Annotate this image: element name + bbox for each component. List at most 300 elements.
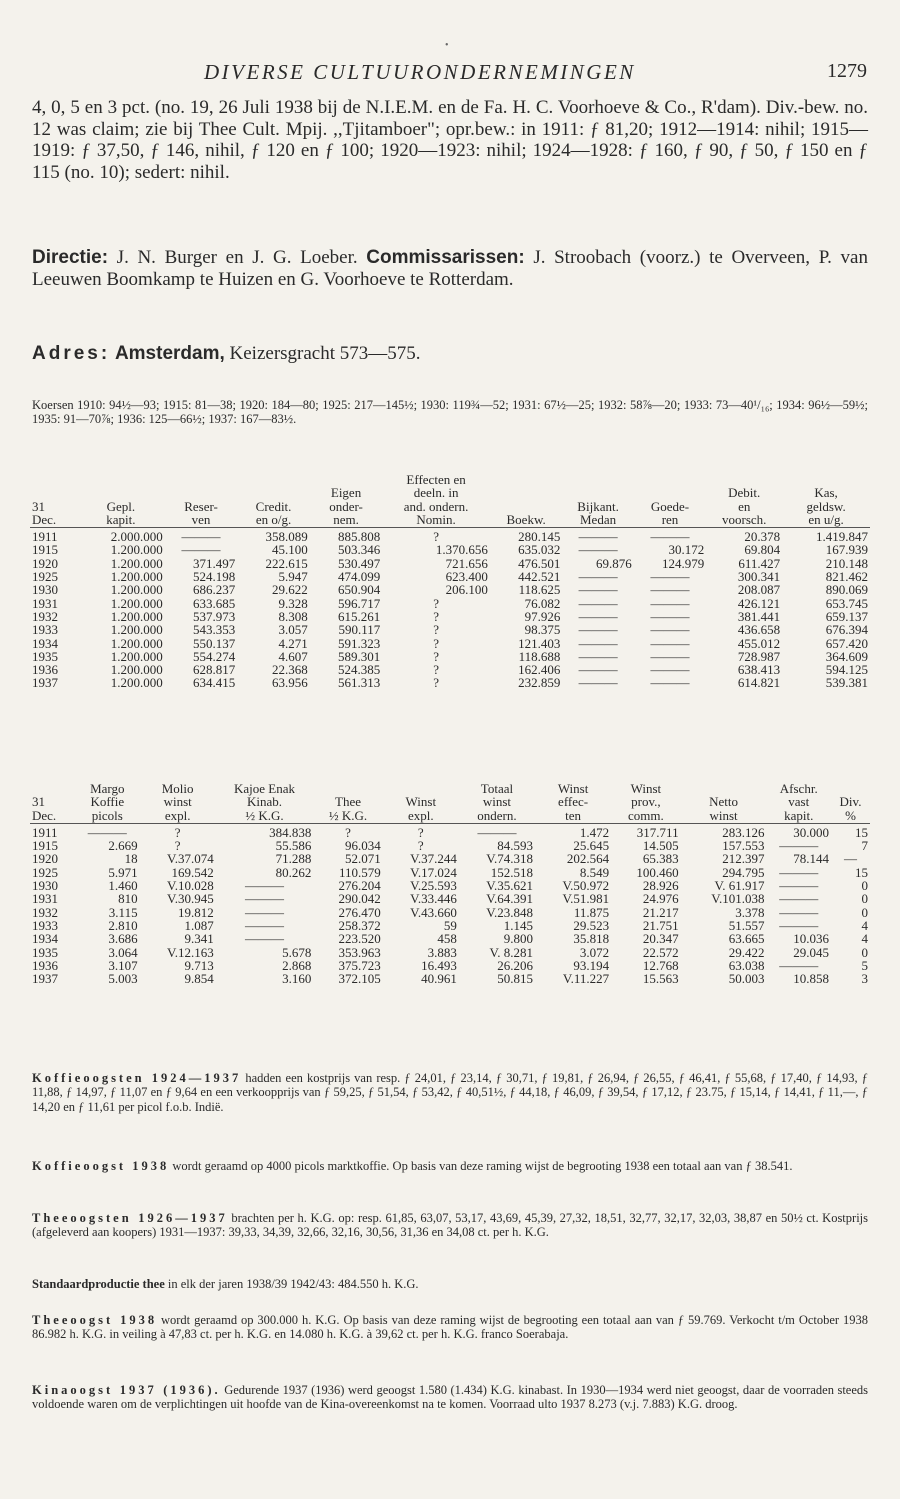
adres-street: Keizersgracht 573—575. <box>224 343 421 364</box>
profit-table-cell: 4 <box>861 917 868 933</box>
profit-table-cell: 283.126 <box>722 824 765 840</box>
directie-text: J. N. Burger en J. G. Loeber. <box>108 247 367 268</box>
profit-table-cell: ? <box>174 824 181 840</box>
koffieoogsten-text: hadden een kostprijs van resp. ƒ 24,01, ƒ 23,14, ƒ 30,71, ƒ 19,81, ƒ 26,94, ƒ 26,55, ƒ 46,41, ƒ 55,68, ƒ 17,40, ƒ 14,93, ƒ 11,88, ƒ 14,97, ƒ 11,07 en ƒ 9,64 en een verkoopprijs van ƒ 59,25, ƒ 51,54, ƒ 53,42, ƒ 40,51½, ƒ 44,18, ƒ 46,09, ƒ 39,54, ƒ 17,12, ƒ 23.75, ƒ 15,14, ƒ 14,41, ƒ 11,—, ƒ 14,20 en ƒ 11,61 per picol f.o.b. Indië. <box>32 1071 868 1114</box>
profit-table-cell: 9.341 <box>184 931 214 947</box>
balance-table-cell: 1.200.000 <box>110 569 163 585</box>
profit-table-cell: 223.520 <box>338 931 381 947</box>
balance-table-cell: 594.125 <box>825 662 868 678</box>
balance-table-cell: 885.808 <box>338 529 381 545</box>
balance-table-cell: 474.099 <box>338 569 381 585</box>
profit-table-cell: 3.115 <box>108 904 138 920</box>
profit-table-cell: 9.800 <box>503 931 534 947</box>
balance-table-row <box>30 637 870 650</box>
standaardproductie-paragraph <box>32 1277 868 1291</box>
balance-table-cell: 635.032 <box>518 542 561 558</box>
theeoogsten-text: brachten per h. K.G. op: resp. 61,85, 63,07, 53,17, 43,69, 45,39, 27,32, 18,51, 32,77, 32,17, 32,03, 38,87 en 50½ ct. Kostprijs (afgeleverd aan koopers) 1931—1937: 39,33, 34,39, 32,66, 32,16, 30,56, 31,36 en 34,08 ct. per h. K.G. <box>32 1211 869 1240</box>
profit-table-cell: V.101.038 <box>711 891 765 907</box>
balance-table-cell: 97.926 <box>524 608 561 624</box>
balance-table-cell: 5.947 <box>278 569 308 585</box>
profit-table-cell: 384.838 <box>269 824 312 840</box>
balance-table-row <box>30 610 870 623</box>
profit-table-cell: V.10.028 <box>167 878 214 894</box>
profit-table-row <box>30 919 870 932</box>
balance-table-cell: 633.685 <box>193 595 236 611</box>
profit-table-cell: 0 <box>861 891 868 907</box>
balance-table-cell: 1.200.000 <box>110 648 163 664</box>
balance-table-cell: 4.607 <box>278 648 308 664</box>
balance-table-cell: ——— <box>181 529 221 545</box>
balance-table-cell: ——— <box>650 648 690 664</box>
profit-table-cell: 5.971 <box>108 864 138 880</box>
profit-table-row <box>30 932 870 945</box>
profit-table-header-row <box>30 795 870 808</box>
profit-table-cell: V.33.446 <box>410 891 457 907</box>
balance-table-header-cell <box>30 473 77 486</box>
balance-table-cell: ——— <box>650 622 690 638</box>
balance-table-header-cell: Kas, <box>814 485 838 501</box>
profit-table-cell: 3.378 <box>735 904 765 920</box>
balance-table-cell: 371.497 <box>193 555 236 571</box>
profit-table-cell: ——— <box>779 864 819 880</box>
balance-table-cell: ——— <box>650 635 690 651</box>
balance-table-header-cell <box>490 500 563 513</box>
profit-table-header-cell: Molio <box>161 781 194 796</box>
standaardproductie-text: in elk der jaren 1938/39 1942/43: 484.550 h. K.G. <box>164 1277 419 1291</box>
kinaoogst-paragraph <box>32 1383 868 1412</box>
profit-table-cell: V.11.227 <box>562 971 610 987</box>
balance-table-header-cell: nem. <box>310 513 383 528</box>
profit-table-cell: 3.064 <box>108 944 138 960</box>
profit-table-cell: 3.883 <box>427 944 457 960</box>
balance-table-cell: ? <box>433 608 439 624</box>
profit-table-header-cell <box>30 782 75 795</box>
balance-table-cell: 676.394 <box>825 622 868 638</box>
profit-table-cell: 2.868 <box>282 957 312 973</box>
profit-table-cell: ——— <box>245 904 285 920</box>
profit-table-cell: 52.071 <box>344 851 381 867</box>
balance-table-cell: 596.717 <box>338 595 381 611</box>
balance-table-cell: 623.400 <box>445 569 488 585</box>
profit-table-cell: 353.963 <box>338 944 381 960</box>
profit-table-cell: 2.669 <box>108 838 138 854</box>
profit-table-row <box>30 959 870 972</box>
balance-table-header-cell: deeln. in <box>413 485 459 501</box>
balance-table-cell: 1.200.000 <box>110 555 163 571</box>
profit-table-cell: 10.036 <box>793 931 830 947</box>
profit-table-header-cell: effec- <box>558 794 589 810</box>
profit-table-cell: 40.961 <box>421 971 457 987</box>
balance-table-cell: 590.117 <box>338 622 381 638</box>
profit-table-cell: 1933 <box>32 917 58 933</box>
profit-table-cell: 294.795 <box>722 864 765 880</box>
profit-table <box>30 782 870 985</box>
profit-table-cell: 24.976 <box>642 891 679 907</box>
koersen-paragraph: Koersen 1910: 94½—93; 1915: 81—38; 1920: 184—80; 1925: 217—145½; 1930: 119¾—52; 1931: 67½—25; 1932: 58⅞—20; 1933: 73—40¹/₁₆; 1934: 96½—59½; 1935: 91—70⅞; 1936: 125—66½; 1937: 167—83½. <box>32 398 868 427</box>
balance-table-cell: 539.381 <box>825 675 868 691</box>
profit-table-cell: 2.810 <box>108 917 138 933</box>
balance-table-cell: 524.385 <box>338 662 381 678</box>
profit-table-cell: 10.858 <box>793 971 830 987</box>
balance-table-cell: 76.082 <box>524 595 561 611</box>
profit-table-header-cell: winst <box>163 794 192 810</box>
theeoogsten-paragraph <box>32 1211 868 1240</box>
profit-table-cell: V. 61.917 <box>714 878 765 894</box>
page-mark: • <box>445 40 449 51</box>
profit-table-cell: 3.107 <box>108 957 138 973</box>
profit-table-row <box>30 823 870 839</box>
profit-table-header-cell <box>313 782 382 795</box>
profit-table-cell: 1915 <box>32 838 58 854</box>
balance-table-row <box>30 528 870 544</box>
balance-table-cell: 121.403 <box>518 635 561 651</box>
page-number: 1279 <box>827 60 867 82</box>
balance-table-cell: 1.200.000 <box>110 662 163 678</box>
profit-table-cell: 1934 <box>32 931 58 947</box>
balance-table-header-row <box>30 500 870 513</box>
balance-table-cell: 1.370.656 <box>435 542 488 558</box>
profit-table-header-cell: vast <box>788 794 810 810</box>
profit-table-cell: 29.045 <box>793 944 830 960</box>
balance-table-cell: ——— <box>650 569 690 585</box>
profit-table-cell: 65.383 <box>642 851 679 867</box>
adres-label: Adres: <box>32 343 111 364</box>
balance-table-cell: 721.656 <box>445 555 488 571</box>
balance-table-cell: 1.200.000 <box>110 542 163 558</box>
balance-table-cell: 98.375 <box>524 622 561 638</box>
balance-table-cell: ? <box>433 635 439 651</box>
balance-table-header-cell: Bijkant. <box>577 498 619 514</box>
profit-table-cell: 63.038 <box>728 957 765 973</box>
balance-table-cell: 890.069 <box>825 582 868 598</box>
balance-table-cell: ——— <box>650 662 690 678</box>
profit-table-cell: 212.397 <box>722 851 765 867</box>
balance-table-cell: ——— <box>578 662 618 678</box>
running-title: DIVERSE CULTUURONDERNEMINGEN <box>204 60 636 84</box>
profit-table-cell: 100.460 <box>636 864 679 880</box>
balance-table-cell: 29.622 <box>272 582 308 598</box>
profit-table-cell: 258.372 <box>338 917 381 933</box>
balance-table-cell: 1932 <box>32 608 58 624</box>
balance-table-header-cell: geldsw. <box>806 498 846 514</box>
profit-table-header-cell: Margo <box>90 781 125 796</box>
profit-table-cell: 59 <box>443 917 457 933</box>
balance-table-row <box>30 663 870 676</box>
balance-table-header-cell: Goede- <box>650 498 690 514</box>
profit-table-cell: 84.593 <box>497 838 534 854</box>
profit-table-cell: ? <box>417 824 424 840</box>
balance-table-cell: 628.817 <box>193 662 236 678</box>
balance-table-header-cell <box>30 486 77 499</box>
balance-table-cell: 1.200.000 <box>110 608 163 624</box>
profit-table-row <box>30 852 870 865</box>
koffieoogst-label: Koffieoogst 1938 <box>32 1159 170 1173</box>
profit-table-cell: 1920 <box>32 851 58 867</box>
balance-table-header-row <box>30 486 870 499</box>
profit-table-header-cell: kapit. <box>766 809 831 824</box>
balance-table-cell: ? <box>433 675 439 691</box>
profit-table-header-cell: expl. <box>383 809 459 824</box>
balance-table-header-cell <box>490 486 563 499</box>
profit-table-cell: 35.818 <box>573 931 610 947</box>
balance-table-cell: 4.271 <box>278 635 308 651</box>
balance-table-cell: 210.148 <box>825 555 868 571</box>
balance-table-cell: 634.415 <box>193 675 236 691</box>
profit-table-header-cell: Koffie <box>90 794 125 810</box>
profit-table-header-cell: winst <box>681 809 767 824</box>
profit-table-cell: 9.854 <box>184 971 214 987</box>
profit-table-cell: ——— <box>779 957 819 973</box>
balance-table-cell: 8.308 <box>278 608 308 624</box>
balance-table-cell: ? <box>433 622 439 638</box>
commissarissen-label: Commissarissen: <box>366 247 525 268</box>
profit-table-cell: 21.751 <box>642 917 679 933</box>
adres-paragraph <box>32 343 868 365</box>
balance-table-cell: 162.406 <box>518 662 561 678</box>
balance-table-cell: ——— <box>578 569 618 585</box>
profit-table-cell: 7 <box>861 838 868 854</box>
profit-table-cell: V.64.391 <box>486 891 534 907</box>
profit-table-cell: 276.204 <box>338 878 381 894</box>
koffieoogsten-label: Koffieoogsten 1924—1937 <box>32 1071 242 1085</box>
balance-table-cell: 22.368 <box>272 662 308 678</box>
profit-table-cell: 1911 <box>32 824 58 840</box>
profit-table-header-cell: Afschr. <box>779 781 818 796</box>
profit-table-cell: ——— <box>779 904 819 920</box>
adres-city: Amsterdam, <box>114 343 225 364</box>
profit-table-header-cell: Winst <box>630 781 662 796</box>
balance-table-cell: 3.057 <box>278 622 308 638</box>
balance-table-cell: 1934 <box>32 635 58 651</box>
directie-label: Directie: <box>32 247 109 268</box>
profit-table-row <box>30 866 870 879</box>
balance-table-cell: ——— <box>578 608 618 624</box>
balance-table-cell: ——— <box>650 595 690 611</box>
balance-table-cell: 1.200.000 <box>110 675 163 691</box>
profit-table-cell: V.17.024 <box>410 864 457 880</box>
profit-table-cell: 375.723 <box>338 957 381 973</box>
profit-table-cell: V.37.074 <box>167 851 214 867</box>
directie-paragraph <box>32 247 868 290</box>
profit-table-cell: 96.034 <box>344 838 381 854</box>
profit-table-cell: 50.003 <box>728 971 765 987</box>
balance-table-cell: 561.313 <box>338 675 381 691</box>
balance-table-cell: 455.012 <box>737 635 781 651</box>
balance-table-header-cell <box>77 486 165 499</box>
balance-table-header-cell: Dec. <box>30 513 77 528</box>
profit-table-cell: 28.926 <box>642 878 679 894</box>
balance-table-cell: ? <box>433 595 439 611</box>
profit-table-cell: V.43.660 <box>410 904 457 920</box>
balance-table-header-cell: Gepl. <box>106 498 136 514</box>
running-header <box>32 60 867 90</box>
profit-table-cell: 3.686 <box>108 931 138 947</box>
profit-table-cell: V.25.593 <box>410 878 457 894</box>
balance-table-cell: 1936 <box>32 662 58 678</box>
balance-table-header-cell: en <box>738 498 751 514</box>
balance-table-header-cell: en u/g. <box>782 513 870 528</box>
profit-table-header-cell: ten <box>535 809 611 824</box>
profit-table-cell: 5.003 <box>108 971 138 987</box>
balance-table-cell: 232.859 <box>518 675 561 691</box>
profit-table-header-cell: Dec. <box>30 809 75 824</box>
profit-table-cell: 110.579 <box>338 864 381 880</box>
balance-table-cell: 1933 <box>32 622 58 638</box>
profit-table-cell: 80.262 <box>275 864 312 880</box>
balance-table-cell: 657.420 <box>825 635 868 651</box>
profit-table-header-row <box>30 809 870 824</box>
koffieoogsten-paragraph <box>32 1071 868 1114</box>
profit-table-cell: ? <box>174 838 181 854</box>
balance-table-cell: 124.979 <box>662 555 705 571</box>
profit-table-cell: 15 <box>855 864 868 880</box>
profit-table-cell: V.30.945 <box>167 891 214 907</box>
profit-table-cell: V.74.318 <box>486 851 534 867</box>
profit-table-cell: ——— <box>245 931 285 947</box>
balance-table-header-cell <box>562 473 633 486</box>
balance-table-cell: 615.261 <box>338 608 381 624</box>
balance-table-cell: 686.237 <box>193 582 236 598</box>
profit-table-cell: 1.472 <box>579 824 610 840</box>
balance-table-header-cell: Boekw. <box>490 513 563 528</box>
balance-table-cell: 728.987 <box>737 648 781 664</box>
profit-table-cell: 169.542 <box>171 864 214 880</box>
profit-table-cell: ——— <box>245 891 285 907</box>
profit-table-cell: ? <box>417 838 424 854</box>
balance-table-cell: 1.200.000 <box>110 582 163 598</box>
profit-table-cell: 1936 <box>32 957 58 973</box>
profit-table-cell: 26.206 <box>497 957 534 973</box>
balance-table-header-cell: Medan <box>562 513 633 528</box>
profit-table-header-row <box>30 782 870 795</box>
profit-table-cell: ——— <box>245 917 285 933</box>
profit-table-cell: 25.645 <box>573 838 610 854</box>
balance-table-cell: ——— <box>578 622 618 638</box>
balance-table-header-cell <box>310 473 383 486</box>
balance-table-cell: 537.973 <box>193 608 236 624</box>
profit-table-cell: 157.553 <box>722 838 765 854</box>
balance-table-header-row <box>30 513 870 528</box>
profit-table-cell: 71.288 <box>275 851 312 867</box>
profit-table-header-cell: ½ K.G. <box>313 809 382 824</box>
commissarissen-text: J. Stroobach (voorz.) te Overveen, P. van Leeuwen Boomkamp te Huizen en G. Voorhoeve te Rotterdam. <box>32 247 868 290</box>
balance-table-cell: 1915 <box>32 542 58 558</box>
balance-table-header-cell: and. ondern. <box>403 498 469 514</box>
intro-paragraph: 4, 0, 5 en 3 pct. (no. 19, 26 Juli 1938 bij de N.I.E.M. en de Fa. H. C. Voorhoeve & Co., R'dam). Div.-bew. no. 12 was claim; zie bij Thee Cult. Mpij. ,,Tjitamboer"; opr.bew.: in 1911: ƒ 81,20; 1912—1914: nihil; 1915—1919: ƒ 37,50, ƒ 146, nihil, ƒ 120 en ƒ 100; 1920—1923: nihil; 1924—1928: ƒ 160, ƒ 90, ƒ 50, ƒ 150 en ƒ 115 (no. 10); sedert: nihil. <box>32 97 868 183</box>
theeoogst-paragraph <box>32 1313 868 1342</box>
profit-table-cell: 20.347 <box>642 931 679 947</box>
profit-table-cell: 22.572 <box>642 944 679 960</box>
profit-table-cell: 372.105 <box>338 971 381 987</box>
profit-table-header-cell: Netto <box>709 794 738 810</box>
balance-table-cell: 20.378 <box>744 529 781 545</box>
balance-table-cell: 436.658 <box>737 622 781 638</box>
balance-table-cell: 1931 <box>32 595 58 611</box>
profit-table-cell: 290.042 <box>338 891 381 907</box>
profit-table-cell: 0 <box>861 904 868 920</box>
profit-table-header-cell: picols <box>75 809 140 824</box>
profit-table-cell: 1932 <box>32 904 58 920</box>
profit-table-cell: 1931 <box>32 891 58 907</box>
profit-table-cell: ——— <box>477 824 517 840</box>
profit-table-cell: 202.564 <box>566 851 610 867</box>
balance-table-cell: 614.821 <box>737 675 781 691</box>
balance-table-cell: 550.137 <box>193 635 236 651</box>
balance-table-cell: 638.413 <box>737 662 781 678</box>
profit-table-cell: 1.460 <box>108 878 138 894</box>
theeoogsten-label: Theeoogsten 1926—1937 <box>32 1211 228 1225</box>
balance-table-cell: 1911 <box>32 529 58 545</box>
profit-table-cell: 63.665 <box>728 931 765 947</box>
profit-table-cell: ——— <box>779 891 819 907</box>
balance-table-cell: ——— <box>578 529 618 545</box>
profit-table-header-cell: expl. <box>140 809 216 824</box>
profit-table-cell: 14.505 <box>642 838 679 854</box>
profit-table-cell: V.35.621 <box>486 878 534 894</box>
profit-table-row <box>30 946 870 959</box>
balance-table-cell: 118.688 <box>518 648 561 664</box>
profit-table-cell: V.37.244 <box>410 851 457 867</box>
balance-table-cell: 1.200.000 <box>110 635 163 651</box>
profit-table-header-cell: Totaal <box>480 781 514 796</box>
balance-table-cell: 1920 <box>32 555 58 571</box>
profit-table-cell: 11.875 <box>573 904 610 920</box>
profit-table-cell: 1937 <box>32 971 58 987</box>
balance-table-row <box>30 676 870 689</box>
balance-table-cell: 2.000.000 <box>110 529 163 545</box>
profit-table-cell: ——— <box>779 838 819 854</box>
balance-table-cell: 591.323 <box>338 635 381 651</box>
profit-table-cell: 4 <box>861 931 868 947</box>
balance-table-header-cell <box>237 473 310 486</box>
koffieoogst-paragraph <box>32 1159 868 1173</box>
profit-table-cell: 276.470 <box>338 904 381 920</box>
profit-table-cell: 5.678 <box>282 944 312 960</box>
profit-table-cell: 3 <box>861 971 868 987</box>
profit-table-header-cell: 31 <box>32 794 45 810</box>
balance-table-cell: ——— <box>650 608 690 624</box>
balance-table-cell: ——— <box>650 582 690 598</box>
profit-table-cell: ? <box>345 824 351 840</box>
balance-table-header-cell <box>165 473 238 486</box>
balance-table-cell: 208.087 <box>737 582 781 598</box>
balance-table-cell: ——— <box>650 529 690 545</box>
profit-table-header-cell: winst <box>482 794 512 810</box>
balance-table-cell: 364.609 <box>825 648 868 664</box>
balance-table-cell: 69.804 <box>744 542 781 558</box>
theeoogst-label: Theeoogst 1938 <box>32 1313 158 1327</box>
profit-table-cell: V.51.981 <box>562 891 610 907</box>
balance-table-header-cell <box>165 486 238 499</box>
balance-table-cell: 1937 <box>32 675 58 691</box>
profit-table-cell: 19.812 <box>177 904 214 920</box>
balance-table-cell: 611.427 <box>738 555 781 571</box>
balance-table-row <box>30 650 870 663</box>
balance-table-row <box>30 583 870 596</box>
profit-table-header-cell: Kinab. <box>247 794 283 810</box>
balance-table-header-cell: en o/g. <box>237 513 310 528</box>
profit-table-header-cell <box>831 782 870 795</box>
balance-table-cell: ——— <box>578 635 618 651</box>
balance-table-row <box>30 570 870 583</box>
balance-table-cell: 653.745 <box>825 595 868 611</box>
balance-table-header-cell <box>634 473 707 486</box>
profit-table-header-cell <box>681 782 767 795</box>
profit-table-cell: 30.000 <box>793 824 830 840</box>
balance-table-cell: 9.328 <box>278 595 308 611</box>
profit-table-row <box>30 906 870 919</box>
profit-table-header-cell: Winst <box>557 781 589 796</box>
